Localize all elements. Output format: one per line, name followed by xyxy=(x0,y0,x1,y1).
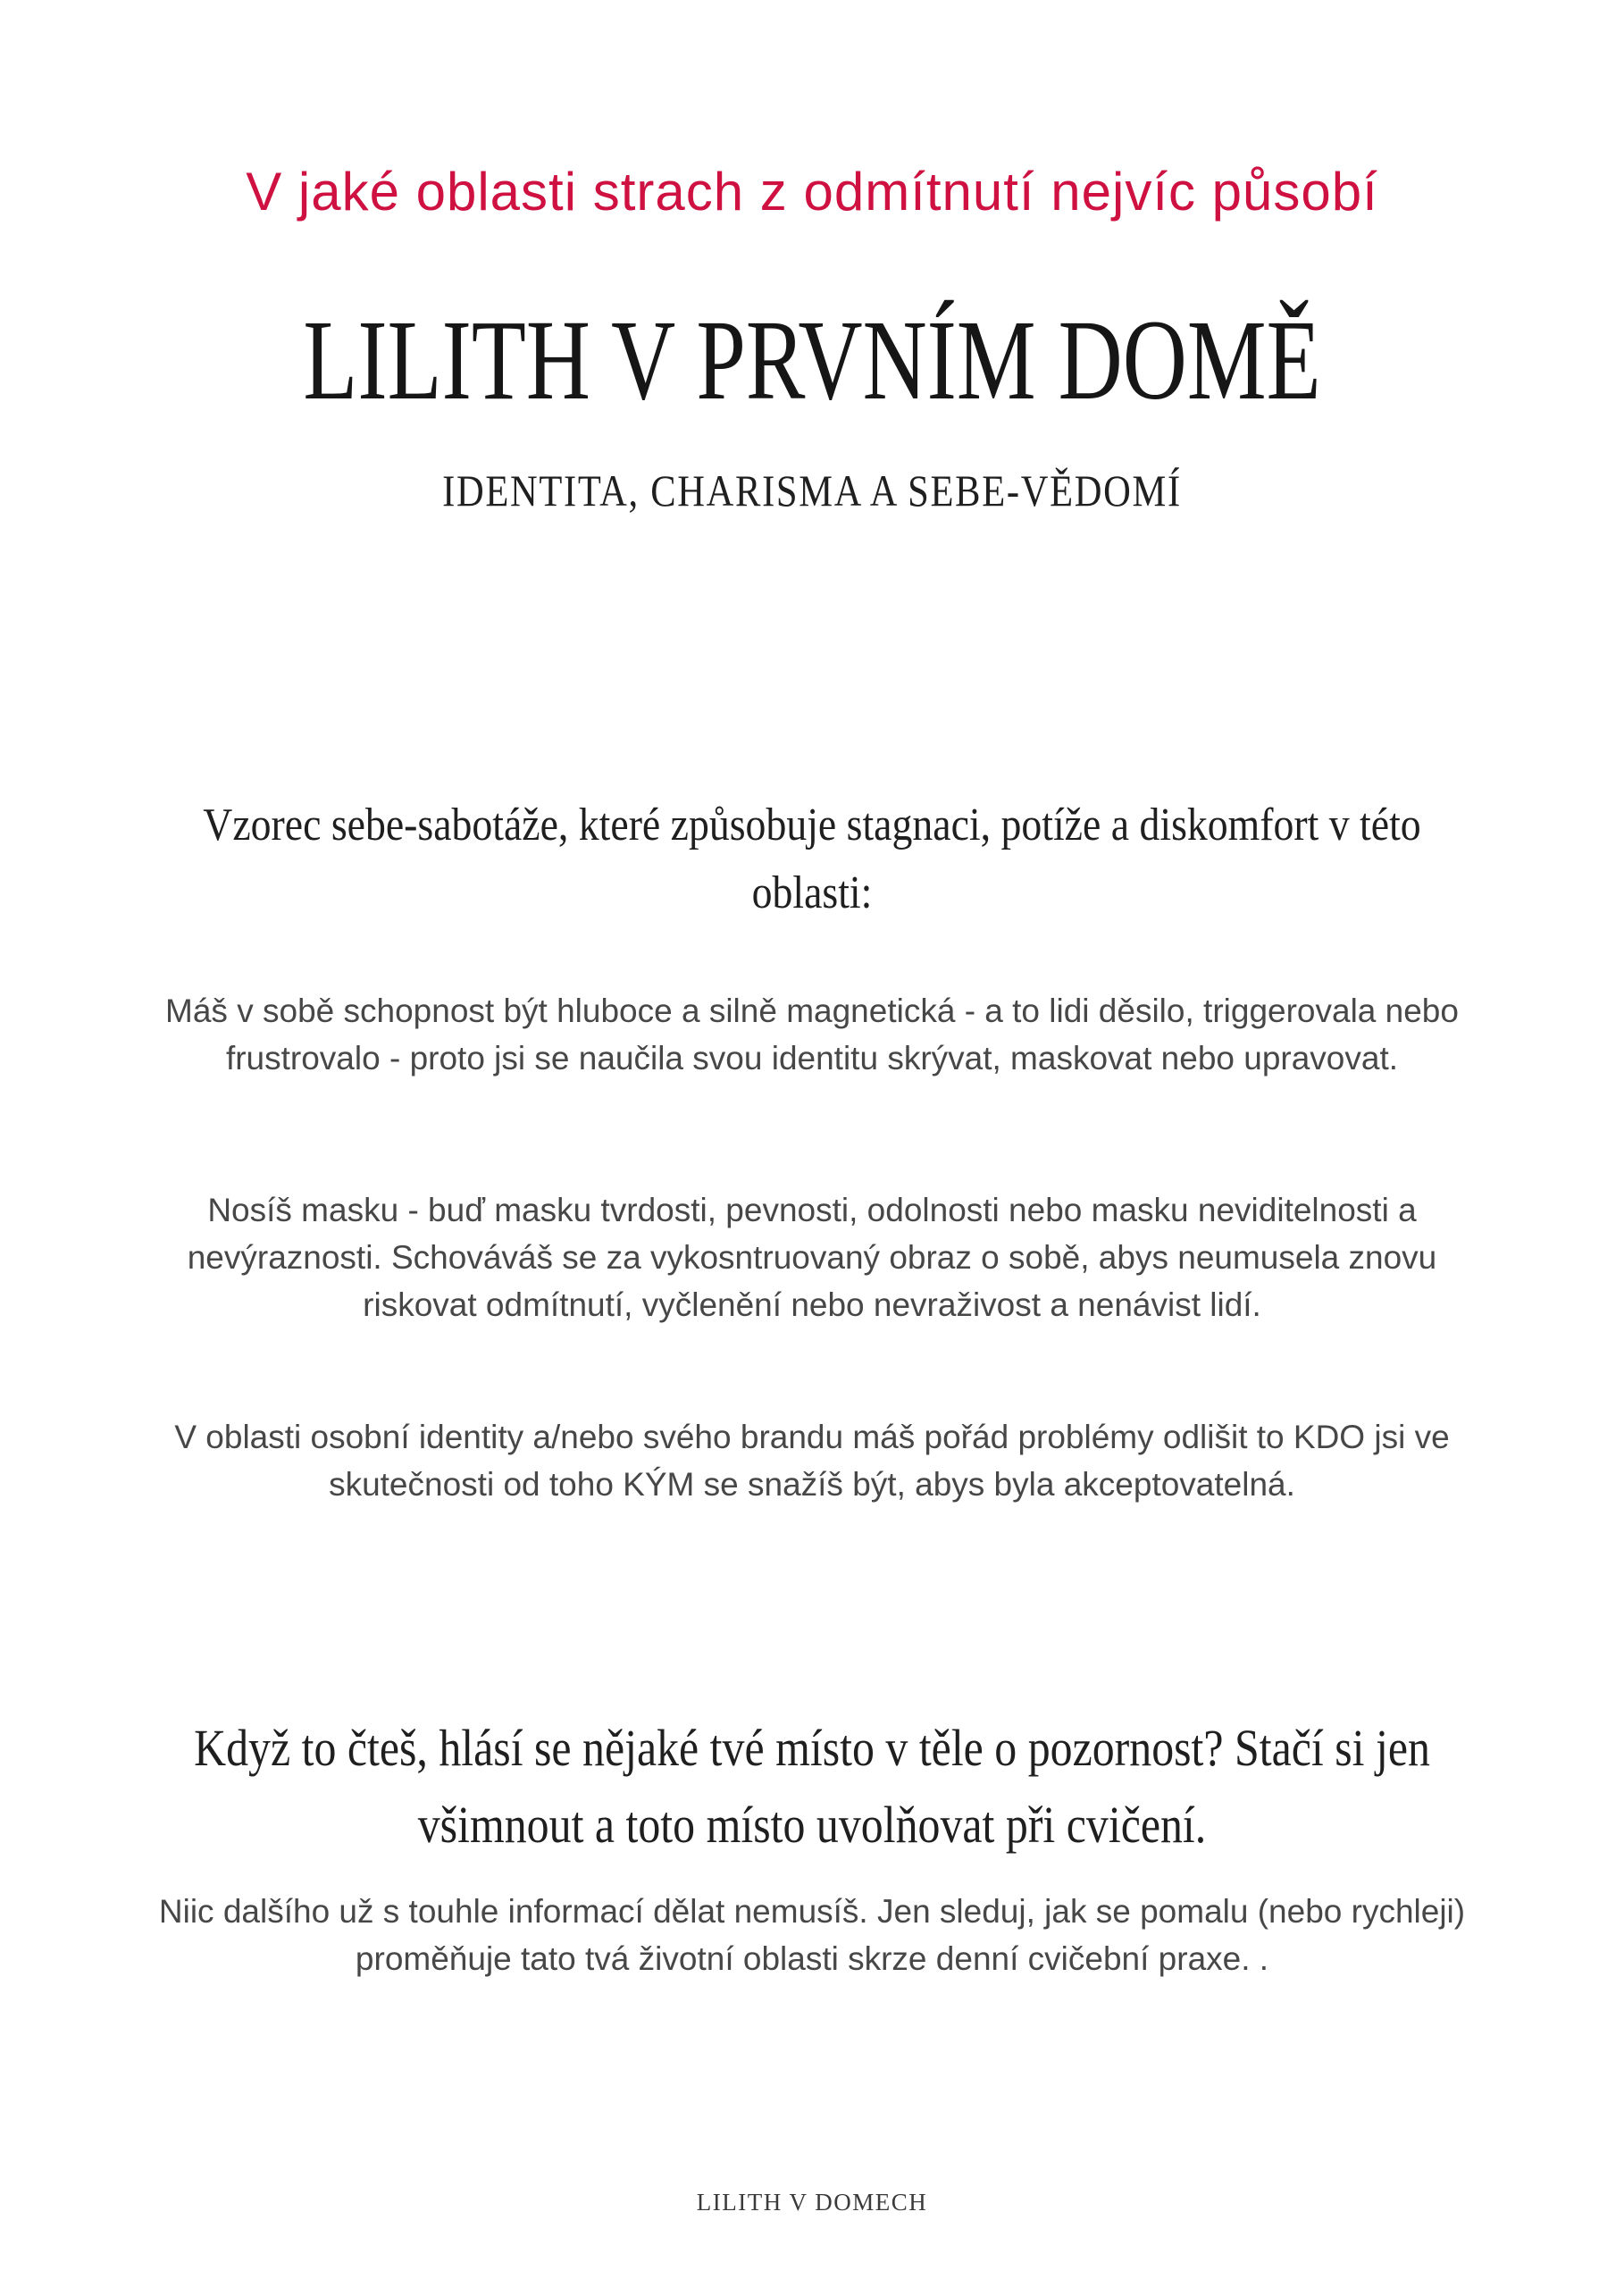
section-heading-self-sabotage: Vzorec sebe-sabotáže, které způsobuje stagnaci, potíže a diskomfort v této oblasti: xyxy=(203,800,1421,918)
paragraph-magnetism: Máš v sobě schopnost být hluboce a silně magnetická - a to lidi děsilo, triggerovala nebo frustrovalo - proto jsi se naučila svou identitu skrývat, maskovat nebo upravovat. xyxy=(165,993,1459,1076)
eyebrow-heading: V jaké oblasti strach z odmítnutí nejvíc působí xyxy=(246,162,1378,222)
paragraph-practice: Niic dalšího už s touhle informací dělat nemusíš. Jen sleduj, jak se pomalu (nebo rychleji) proměňuje tato tvá životní oblasti skrze denní cvičební praxe. . xyxy=(158,1893,1466,1977)
footer-label: LILITH V DOMECH xyxy=(696,2189,928,2216)
section-heading-body-awareness: Když to čteš, hlásí se nějaké tvé místo v těle o pozornost? Stačí si jen všimnout a toto místo uvolňovat při cvičení. xyxy=(194,1719,1430,1854)
page-title: LILITH V PRVNÍM DOMĚ xyxy=(303,297,1321,423)
paragraph-identity: V oblasti osobní identity a/nebo svého brandu máš pořád problémy odlišit to KDO jsi ve skutečnosti od toho KÝM se snažíš být, abys byla akceptovatelná. xyxy=(174,1419,1450,1503)
page-subtitle: IDENTITA, CHARISMA A SEBE-VĚDOMÍ xyxy=(442,465,1182,515)
paragraph-mask: Nosíš masku - buď masku tvrdosti, pevnosti, odolnosti nebo masku neviditelnosti a nevýraznosti. Schováváš se za vykosntruovaný obraz o sobě, abys neumusela znovu riskovat odmítnutí, vyčlenění nebo nevraživost a nenávist lidí. xyxy=(187,1192,1437,1323)
